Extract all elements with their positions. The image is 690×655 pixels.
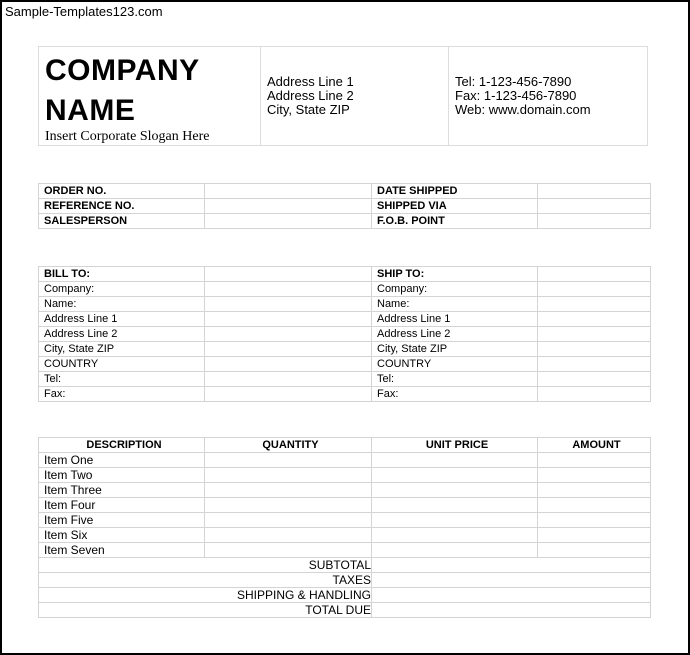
item-amount-field[interactable]	[538, 498, 651, 513]
contact-block	[449, 47, 647, 145]
bill-city-field[interactable]	[205, 342, 372, 357]
bill-country-label: COUNTRY	[39, 357, 205, 372]
address-city: City, State ZIP	[267, 102, 350, 117]
address-line-1: Address Line 1	[267, 74, 354, 89]
ship-company-field[interactable]	[538, 282, 651, 297]
shipping-field[interactable]	[372, 588, 651, 603]
item-unit-price-field[interactable]	[372, 528, 538, 543]
company-slogan: Insert Corporate Slogan Here	[45, 129, 210, 144]
ship-fax-field[interactable]	[538, 387, 651, 402]
item-amount-field[interactable]	[538, 483, 651, 498]
company-name	[45, 51, 200, 131]
item-quantity-field[interactable]	[205, 513, 372, 528]
bill-city-label: City, State ZIP	[39, 342, 205, 357]
ship-to-label: SHIP TO:	[372, 267, 538, 282]
item-amount-field[interactable]	[538, 453, 651, 468]
address-block	[261, 47, 449, 145]
company-header	[38, 46, 648, 146]
bill-company-label: Company:	[39, 282, 205, 297]
table-row	[39, 453, 651, 468]
bill-fax-field[interactable]	[205, 387, 372, 402]
shipped-via-field[interactable]	[538, 199, 651, 214]
item-quantity-field[interactable]	[205, 498, 372, 513]
item-quantity-field[interactable]	[205, 528, 372, 543]
table-row	[39, 468, 651, 483]
date-shipped-field[interactable]	[538, 184, 651, 199]
taxes-label: TAXES	[39, 573, 372, 588]
order-no-label: ORDER NO.	[39, 184, 205, 199]
fob-point-label: F.O.B. POINT	[372, 214, 538, 229]
item-description: Item Two	[39, 468, 205, 483]
item-quantity-field[interactable]	[205, 453, 372, 468]
company-name-line2: NAME	[45, 94, 136, 127]
item-amount-field[interactable]	[538, 468, 651, 483]
reference-no-label: REFERENCE NO.	[39, 199, 205, 214]
item-description: Item One	[39, 453, 205, 468]
ship-country-label: COUNTRY	[372, 357, 538, 372]
bill-address2-field[interactable]	[205, 327, 372, 342]
table-row	[39, 357, 651, 372]
bill-company-field[interactable]	[205, 282, 372, 297]
amount-header: AMOUNT	[538, 438, 651, 453]
item-description: Item Three	[39, 483, 205, 498]
bill-tel-field[interactable]	[205, 372, 372, 387]
company-name-line1: COMPANY	[45, 54, 200, 87]
bill-ship-table	[38, 266, 651, 402]
shipped-via-label: SHIPPED VIA	[372, 199, 538, 214]
total-due-field[interactable]	[372, 603, 651, 618]
ship-company-label: Company:	[372, 282, 538, 297]
ship-tel-label: Tel:	[372, 372, 538, 387]
item-amount-field[interactable]	[538, 528, 651, 543]
bill-country-field[interactable]	[205, 357, 372, 372]
ship-country-field[interactable]	[538, 357, 651, 372]
total-due-row	[39, 603, 651, 618]
subtotal-row	[39, 558, 651, 573]
item-unit-price-field[interactable]	[372, 468, 538, 483]
table-row	[39, 327, 651, 342]
table-row	[39, 282, 651, 297]
ship-address1-label: Address Line 1	[372, 312, 538, 327]
table-row	[39, 184, 651, 199]
item-unit-price-field[interactable]	[372, 513, 538, 528]
table-row	[39, 543, 651, 558]
ship-fax-label: Fax:	[372, 387, 538, 402]
subtotal-field[interactable]	[372, 558, 651, 573]
ship-name-field[interactable]	[538, 297, 651, 312]
description-header: DESCRIPTION	[39, 438, 205, 453]
site-watermark: Sample-Templates123.com	[5, 4, 163, 19]
shipping-label: SHIPPING & HANDLING	[39, 588, 372, 603]
item-description: Item Five	[39, 513, 205, 528]
item-unit-price-field[interactable]	[372, 453, 538, 468]
bill-tel-label: Tel:	[39, 372, 205, 387]
contact-tel: Tel: 1-123-456-7890	[455, 74, 572, 89]
bill-to-field[interactable]	[205, 267, 372, 282]
unit-price-header: UNIT PRICE	[372, 438, 538, 453]
table-row	[39, 483, 651, 498]
item-amount-field[interactable]	[538, 513, 651, 528]
bill-address2-label: Address Line 2	[39, 327, 205, 342]
table-row	[39, 342, 651, 357]
ship-tel-field[interactable]	[538, 372, 651, 387]
table-row	[39, 199, 651, 214]
contact-fax: Fax: 1-123-456-7890	[455, 88, 577, 103]
items-table	[38, 437, 651, 618]
date-shipped-label: DATE SHIPPED	[372, 184, 538, 199]
total-due-label: TOTAL DUE	[39, 603, 372, 618]
item-unit-price-field[interactable]	[372, 483, 538, 498]
taxes-field[interactable]	[372, 573, 651, 588]
bill-address1-field[interactable]	[205, 312, 372, 327]
taxes-row	[39, 573, 651, 588]
quantity-header: QUANTITY	[205, 438, 372, 453]
item-unit-price-field[interactable]	[372, 498, 538, 513]
reference-no-field[interactable]	[205, 199, 372, 214]
table-row	[39, 297, 651, 312]
table-row	[39, 267, 651, 282]
item-unit-price-field[interactable]	[372, 543, 538, 558]
address-line-2: Address Line 2	[267, 88, 354, 103]
bill-address1-label: Address Line 1	[39, 312, 205, 327]
shipping-row	[39, 588, 651, 603]
ship-city-field[interactable]	[538, 342, 651, 357]
salesperson-label: SALESPERSON	[39, 214, 205, 229]
subtotal-label: SUBTOTAL	[39, 558, 372, 573]
bill-to-label: BILL TO:	[39, 267, 205, 282]
item-quantity-field[interactable]	[205, 543, 372, 558]
table-row	[39, 528, 651, 543]
ship-to-field[interactable]	[538, 267, 651, 282]
ship-city-label: City, State ZIP	[372, 342, 538, 357]
ship-address2-field[interactable]	[538, 327, 651, 342]
item-description: Item Seven	[39, 543, 205, 558]
order-info-table	[38, 183, 651, 229]
table-header-row	[39, 438, 651, 453]
company-block	[39, 47, 261, 145]
table-row	[39, 312, 651, 327]
bill-fax-label: Fax:	[39, 387, 205, 402]
table-row	[39, 214, 651, 229]
item-description: Item Six	[39, 528, 205, 543]
salesperson-field[interactable]	[205, 214, 372, 229]
table-row	[39, 372, 651, 387]
item-description: Item Four	[39, 498, 205, 513]
table-row	[39, 498, 651, 513]
ship-name-label: Name:	[372, 297, 538, 312]
ship-address2-label: Address Line 2	[372, 327, 538, 342]
item-quantity-field[interactable]	[205, 483, 372, 498]
table-row	[39, 513, 651, 528]
bill-name-label: Name:	[39, 297, 205, 312]
order-no-field[interactable]	[205, 184, 372, 199]
table-row	[39, 387, 651, 402]
ship-address1-field[interactable]	[538, 312, 651, 327]
contact-web: Web: www.domain.com	[455, 102, 591, 117]
fob-point-field[interactable]	[538, 214, 651, 229]
item-amount-field[interactable]	[538, 543, 651, 558]
bill-name-field[interactable]	[205, 297, 372, 312]
item-quantity-field[interactable]	[205, 468, 372, 483]
